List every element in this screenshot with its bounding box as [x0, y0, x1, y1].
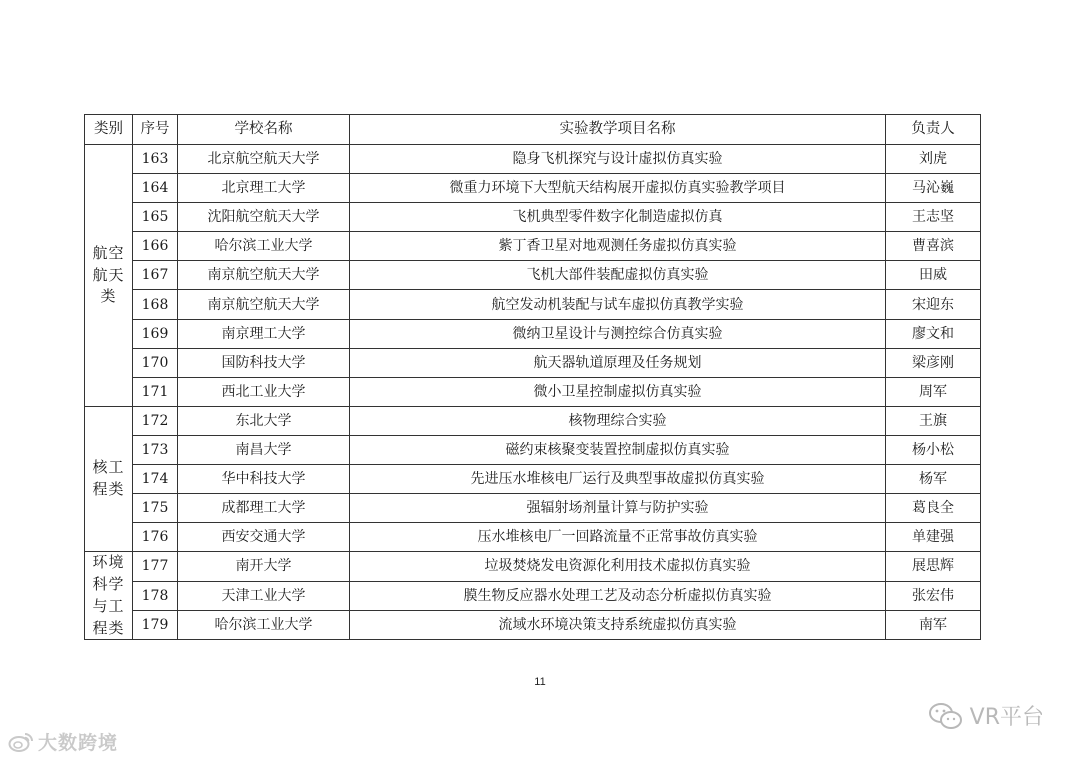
row-project: 磁约束核聚变装置控制虚拟仿真实验 — [350, 435, 886, 464]
table-row — [85, 523, 981, 552]
row-number: 178 — [133, 581, 178, 610]
table-row — [85, 232, 981, 261]
row-school: 华中科技大学 — [178, 465, 350, 494]
row-leader: 杨军 — [886, 465, 981, 494]
row-leader: 马沁巍 — [886, 174, 981, 203]
table-row — [85, 319, 981, 348]
row-project: 核物理综合实验 — [350, 406, 886, 435]
row-school: 西北工业大学 — [178, 377, 350, 406]
header-leader: 负责人 — [886, 115, 981, 145]
row-school: 南京理工大学 — [178, 319, 350, 348]
row-project: 强辐射场剂量计算与防护实验 — [350, 494, 886, 523]
category-cell: 核工程类 — [85, 406, 133, 551]
row-project: 微纳卫星设计与测控综合仿真实验 — [350, 319, 886, 348]
row-leader: 王志坚 — [886, 203, 981, 232]
row-number: 173 — [133, 435, 178, 464]
row-number: 172 — [133, 406, 178, 435]
weibo-icon — [8, 731, 34, 753]
row-school: 南昌大学 — [178, 435, 350, 464]
row-number: 179 — [133, 610, 178, 639]
header-row — [85, 115, 981, 145]
row-number: 170 — [133, 348, 178, 377]
table-row — [85, 610, 981, 639]
row-leader: 廖文和 — [886, 319, 981, 348]
row-leader: 周军 — [886, 377, 981, 406]
row-number: 167 — [133, 261, 178, 290]
row-number: 176 — [133, 523, 178, 552]
row-number: 169 — [133, 319, 178, 348]
header-project: 实验教学项目名称 — [350, 115, 886, 145]
page-number: 11 — [534, 676, 546, 688]
table-row — [85, 377, 981, 406]
row-project: 流域水环境决策支持系统虚拟仿真实验 — [350, 610, 886, 639]
row-number: 163 — [133, 145, 178, 174]
row-school: 北京航空航天大学 — [178, 145, 350, 174]
row-project: 膜生物反应器水处理工艺及动态分析虚拟仿真实验 — [350, 581, 886, 610]
row-leader: 葛良全 — [886, 494, 981, 523]
row-project: 航天器轨道原理及任务规划 — [350, 348, 886, 377]
category-cell: 环境科学与工程类 — [85, 552, 133, 640]
table-row — [85, 203, 981, 232]
category-cell: 航空航天类 — [85, 145, 133, 407]
row-school: 哈尔滨工业大学 — [178, 232, 350, 261]
row-leader: 南军 — [886, 610, 981, 639]
row-school: 东北大学 — [178, 406, 350, 435]
table-row — [85, 581, 981, 610]
row-number: 171 — [133, 377, 178, 406]
row-project: 紫丁香卫星对地观测任务虚拟仿真实验 — [350, 232, 886, 261]
row-leader: 曹喜滨 — [886, 232, 981, 261]
header-number: 序号 — [133, 115, 178, 145]
row-project: 先进压水堆核电厂运行及典型事故虚拟仿真实验 — [350, 465, 886, 494]
row-leader: 展思辉 — [886, 552, 981, 581]
row-number: 164 — [133, 174, 178, 203]
row-leader: 单建强 — [886, 523, 981, 552]
table-row — [85, 552, 981, 581]
row-number: 168 — [133, 290, 178, 319]
watermark-left-text: 大数跨境 — [38, 732, 119, 754]
row-number: 177 — [133, 552, 178, 581]
table-row — [85, 406, 981, 435]
table-header — [85, 115, 981, 145]
row-project: 微重力环境下大型航天结构展开虚拟仿真实验教学项目 — [350, 174, 886, 203]
row-school: 成都理工大学 — [178, 494, 350, 523]
table-row — [85, 348, 981, 377]
row-school: 沈阳航空航天大学 — [178, 203, 350, 232]
row-number: 165 — [133, 203, 178, 232]
row-project: 飞机大部件装配虚拟仿真实验 — [350, 261, 886, 290]
row-project: 航空发动机装配与试车虚拟仿真教学实验 — [350, 290, 886, 319]
row-leader: 田威 — [886, 261, 981, 290]
row-leader: 宋迎东 — [886, 290, 981, 319]
row-leader: 梁彦刚 — [886, 348, 981, 377]
row-school: 西安交通大学 — [178, 523, 350, 552]
row-school: 天津工业大学 — [178, 581, 350, 610]
row-leader: 杨小松 — [886, 435, 981, 464]
table-row — [85, 494, 981, 523]
watermark-right-text: VR平台 — [969, 705, 1044, 730]
row-project: 飞机典型零件数字化制造虚拟仿真 — [350, 203, 886, 232]
row-school: 南开大学 — [178, 552, 350, 581]
row-project: 隐身飞机探究与设计虚拟仿真实验 — [350, 145, 886, 174]
header-category: 类别 — [85, 115, 133, 145]
row-leader: 王旗 — [886, 406, 981, 435]
row-project: 微小卫星控制虚拟仿真实验 — [350, 377, 886, 406]
table-body — [85, 145, 981, 640]
row-leader: 刘虎 — [886, 145, 981, 174]
watermark-right — [928, 700, 1044, 731]
row-school: 哈尔滨工业大学 — [178, 610, 350, 639]
table-row — [85, 174, 981, 203]
row-school: 南京航空航天大学 — [178, 290, 350, 319]
table-row — [85, 290, 981, 319]
row-number: 175 — [133, 494, 178, 523]
row-number: 174 — [133, 465, 178, 494]
table-row — [85, 465, 981, 494]
table-row — [85, 145, 981, 174]
row-number: 166 — [133, 232, 178, 261]
row-school: 北京理工大学 — [178, 174, 350, 203]
project-table — [84, 114, 981, 640]
header-school: 学校名称 — [178, 115, 350, 145]
wechat-icon — [928, 701, 964, 731]
table-row — [85, 261, 981, 290]
row-project: 垃圾焚烧发电资源化利用技术虚拟仿真实验 — [350, 552, 886, 581]
row-leader: 张宏伟 — [886, 581, 981, 610]
table-row — [85, 435, 981, 464]
row-project: 压水堆核电厂一回路流量不正常事故仿真实验 — [350, 523, 886, 552]
row-school: 国防科技大学 — [178, 348, 350, 377]
watermark-left — [8, 728, 118, 755]
row-school: 南京航空航天大学 — [178, 261, 350, 290]
